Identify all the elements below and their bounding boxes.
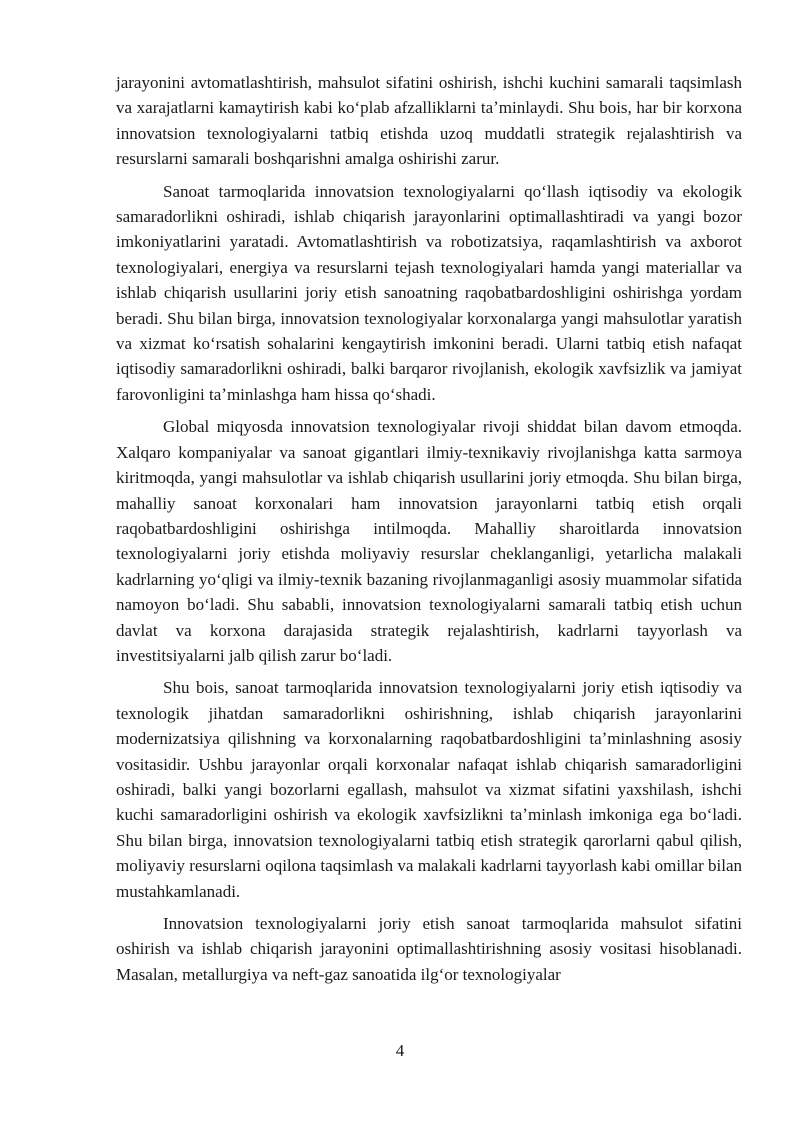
paragraph-innovation-benefits: Sanoat tarmoqlarida innovatsion texnologiyalarni qoʻllash iqtisodiy va ekologik samaradorlikni oshiradi, ishlab chiqarish jarayonlarini optimallashtiradi va yangi bozor imkoniyatlarini yaratadi. Avtomatlashtirish va robotizatsiya, raqamlashtirish va axborot texnologiyalari, energiya va resurslarni tejash texnologiyalari hamda yangi materiallar va ishlab chiqarish usullarini joriy etish sanoatning raqobatbardoshligini oshirishga yordam beradi. Shu bilan birga, innovatsion texnologiyalar korxonalarga yangi mahsulotlar yaratish va xizmat koʻrsatish sohalarini kengaytirish imkonini beradi. Ularni tatbiq etish nafaqat iqtisodiy samaradorlikni oshiradi, balki barqaror rivojlanish, ekologik xavfsizlik va jamiyat farovonligini taʼminlashga ham hissa qoʻshadi. [116,181,742,404]
page-number: 4 [395,1041,405,1060]
document-page [116,70,742,994]
paragraph-continuation: jarayonini avtomatlashtirish, mahsulot sifatini oshirish, ishchi kuchini samarali taqsimlash va xarajatlarni kamaytirish kabi koʻplab afzalliklarni taʼminlaydi. Shu bois, har bir korxona innovatsion texnologiyalarni tatbiq etishda uzoq muddatli strategik rejalashtirish va resurslarni samarali boshqarishni amalga oshirishi zarur. [116,73,742,169]
paragraph-conclusion: Shu bois, sanoat tarmoqlarida innovatsion texnologiyalarni joriy etish iqtisodiy va texnologik jihatdan samaradorlikni oshirishning, ishlab chiqarish jarayonlarini modernizatsiya qilishning va korxonalarning raqobatbardoshligini taʼminlashning asosiy vositasidir. Ushbu jarayonlar orqali korxonalar nafaqat ishlab chiqarish samaradorligini oshiradi, balki yangi bozorlarni egallash, mahsulot va xizmat sifatini yaxshilash, ishchi kuchi samaradorligini oshirish va ekologik xavfsizlikni taʼminlash imkoniga ega boʻladi. Shu bilan birga, innovatsion texnologiyalarni tatbiq etish strategik qarorlarni qabul qilish, moliyaviy resurslarni oqilona taqsimlash va malakali kadrlarni tayyorlash kabi omillar bilan mustahkamlanadi. [116,678,743,901]
paragraph-quality-optimization: Innovatsion texnologiyalarni joriy etish sanoat tarmoqlarida mahsulot sifatini oshirish va ishlab chiqarish jarayonini optimallashtirishning asosiy vositasi hisoblanadi. Masalan, metallurgiya va neft-gaz sanoatida ilgʻor texnologiyalar [116,914,742,984]
paragraph-global-trends: Global miqyosda innovatsion texnologiyalar rivoji shiddat bilan davom etmoqda. Xalqaro kompaniyalar va sanoat gigantlari ilmiy-texnikaviy rivojlanishga katta sarmoya kiritmoqda, yangi mahsulotlar va ishlab chiqarish usullarini joriy etmoqda. Shu bilan birga, mahalliy sanoat korxonalari ham innovatsion jarayonlarni tatbiq etish orqali raqobatbardoshligini oshirishga intilmoqda. Mahalliy sharoitlarda innovatsion texnologiyalarni joriy etishda moliyaviy resurslar cheklanganligi, yetarlicha malakali kadrlarning yoʻqligi va ilmiy-texnik bazaning rivojlanmaganligi asosiy muammolar sifatida namoyon boʻladi. Shu sababli, innovatsion texnologiyalarni samarali tatbiq etish uchun davlat va korxona darajasida strategik rejalashtirish, kadrlarni tayyorlash va investitsiyalarni jalb qilish zarur boʻladi. [116,417,742,665]
